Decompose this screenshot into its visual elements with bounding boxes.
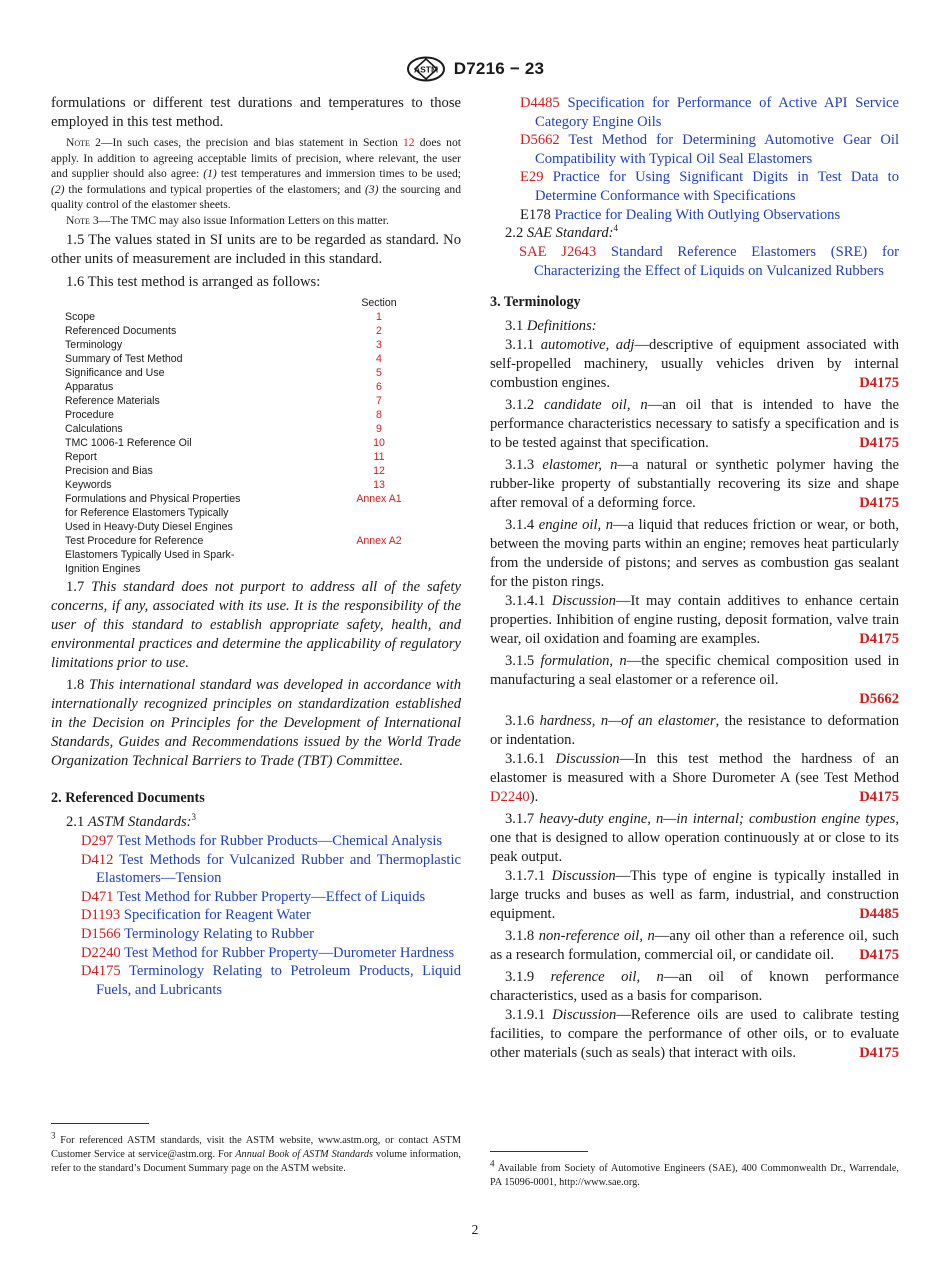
source-link[interactable]: D4175 (859, 435, 899, 452)
reference-code-link[interactable]: D5662 (520, 132, 560, 149)
source-link[interactable]: D4175 (859, 789, 899, 806)
reference-title-link[interactable]: Standard Reference Elastomers (SRE) for Characterizing the Effect of Liquids on Vulcanized Rubbers (534, 244, 899, 279)
left-column (51, 94, 461, 999)
paragraph-1-8: 1.8 This international standard was developed in accordance with internationally recognized principles on standardization established in the Decision on Principles for the Development of International Standards, Guides and Recommendations issued by the World Trade Organization Technical Barriers to Trade (TBT) Committee. (51, 677, 462, 769)
source-link[interactable]: D4485 (859, 906, 899, 923)
toc-section-link[interactable]: 8 (376, 409, 382, 421)
table-row (65, 366, 461, 380)
reference-title-link[interactable]: Terminology Relating to Rubber (124, 925, 315, 942)
toc-section-link[interactable]: 11 (373, 451, 385, 463)
table-row (65, 380, 461, 394)
toc-title: Terminology (65, 339, 123, 351)
reference-item (505, 131, 899, 168)
reference-title-link[interactable]: Practice for Using Significant Digits in Test Data to Determine Conformance with Specifications (535, 169, 899, 204)
subsection-2-1: 2.1 ASTM Standards:$^3$ (66, 812, 197, 830)
reference-item (66, 832, 461, 851)
astm-reference-list (51, 832, 461, 999)
note-3: Note 3—The TMC may also issue Information Letters on this matter. (66, 213, 389, 227)
toc-section-link[interactable]: 9 (376, 423, 382, 435)
table-row (65, 520, 461, 534)
section-table (65, 296, 461, 576)
toc-section-link[interactable]: 4 (376, 353, 382, 365)
toc-title: Procedure (65, 409, 114, 421)
footnote-3: $^3$ For referenced ASTM standards, visit the ASTM website, www.astm.org, or contact ASTM Customer Service at service@astm.org. For Annual Book of ASTM Standards volume information, refer to the standard’s Document Summary page on the ASTM website. (51, 1130, 461, 1174)
definition-3-1-8: 3.1.8 non-reference oil, n—any oil other than a reference oil, such as a research formulation, commercial oil, or candidate oil. D4175 (490, 928, 899, 964)
toc-section-link (349, 506, 409, 520)
table-row (65, 492, 461, 506)
toc-section-link[interactable]: 2 (376, 325, 382, 337)
table-row (65, 464, 461, 478)
toc-section-link[interactable]: 3 (376, 339, 382, 351)
toc-title: Referenced Documents (65, 325, 177, 337)
page-header (0, 56, 950, 82)
source-link[interactable]: D5662 (859, 691, 899, 708)
source-link[interactable]: D4175 (859, 495, 899, 512)
toc-section-link[interactable]: 6 (376, 381, 382, 393)
definition-3-1-2: 3.1.2 candidate oil, n—an oil that is intended to have the performance characteristics necessary to satisfy a specification and is to be tested against that specification. D4175 (490, 397, 899, 452)
definition-3-1-4: 3.1.4 engine oil, n—a liquid that reduces friction or wear, or both, between the moving parts within an engine; removes heat particularly from the underside of pistons; and serves as combustion gas sealant for the piston rings. (490, 517, 899, 591)
reference-title-link[interactable]: Test Method for Rubber Property—Effect of Liquids (116, 888, 426, 905)
reference-item (66, 962, 461, 999)
section-2-heading: 2. Referenced Documents (51, 790, 205, 806)
section-link[interactable]: 12 (402, 136, 415, 149)
reference-code-link[interactable]: E29 (520, 169, 544, 186)
toc-title: Formulations and Physical Properties (65, 493, 241, 505)
definition-3-1-7: 3.1.7 heavy-duty engine, n—in internal; combustion engine types, one that is designed to allow operation continuously at or close to its peak output. (490, 811, 899, 866)
toc-title: TMC 1006-1 Reference Oil (65, 437, 192, 449)
reference-code-link[interactable]: D4175 (81, 963, 121, 980)
toc-title: Calculations (65, 423, 123, 435)
reference-title-link[interactable]: Specification for Performance of Active API Service Category Engine Oils (535, 95, 899, 130)
astm-reference-list-continued (490, 94, 899, 224)
reference-item (505, 168, 899, 205)
table-row (65, 562, 461, 576)
reference-item (504, 243, 899, 280)
reference-title-link[interactable]: Specification for Reagent Water (123, 907, 311, 924)
reference-code-link[interactable]: D471 (81, 888, 114, 905)
note-2: Note 2—In such cases, the precision and bias statement in Section 12 does not apply. In addition to agreeing acceptable limits of precision, where relevant, the user and supplier should also agree: (1) test temperatures and immersion times to be used; (2) the formulations and typical properties of the elastomers; and (3) the sourcing and quality control of the elastomer sheets. (51, 136, 462, 211)
toc-section-link[interactable]: 13 (373, 479, 385, 491)
definition-3-1-6: 3.1.6 hardness, n—of an elastomer, the resistance to deformation or indentation. (490, 713, 900, 749)
reference-code-link[interactable]: SAE J2643 (519, 244, 597, 261)
table-row (65, 394, 461, 408)
toc-title: Significance and Use (65, 367, 165, 379)
table-row (65, 506, 461, 520)
toc-title: Keywords (65, 479, 112, 491)
reference-code-link[interactable]: D2240 (490, 789, 530, 806)
discussion-3-1-9-1: 3.1.9.1 Discussion—Reference oils are used to calibrate testing facilities, to compare the performance of other oils, or to evaluate other materials (such as seals) that interact with oils. D4175 (490, 1007, 899, 1062)
table-row (65, 324, 461, 338)
table-row (65, 338, 461, 352)
toc-section-link[interactable]: Annex A1 (356, 493, 402, 505)
toc-title: Summary of Test Method (65, 353, 183, 365)
toc-title: Elastomers Typically Used in Spark- (65, 549, 235, 561)
subsection-2-2: 2.2 SAE Standard:$^4$ (505, 223, 618, 242)
discussion-3-1-4-1: 3.1.4.1 Discussion—It may contain additives to enhance certain properties. Inhibition of engine rusting, deposit formation, valve train wear, oil oxidation and foaming are examples. D4175 (490, 593, 899, 648)
source-link[interactable]: D4175 (859, 375, 899, 392)
toc-section-link[interactable]: 7 (376, 395, 382, 407)
toc-section-link (349, 548, 409, 562)
definition-3-1-9: 3.1.9 reference oil, n—an oil of known performance characteristics, used as a basis for comparison. (490, 969, 899, 1005)
definition-3-1-5: 3.1.5 formulation, n—the specific chemical composition used in manufacturing a seal elastomer or a reference oil. D5662 (490, 653, 900, 708)
reference-code-link[interactable]: D1566 (81, 925, 121, 942)
toc-title: Report (65, 451, 97, 463)
toc-section-link[interactable]: 1 (376, 311, 382, 323)
astm-logo-icon (406, 56, 446, 82)
footnote-4: $^4$ Available from Society of Automotive Engineers (SAE), 400 Commonwealth Dr., Warrendale, PA 15096-0001, http://www.sae.org. (490, 1158, 899, 1188)
table-header: Section (361, 297, 397, 309)
reference-code-link[interactable]: D412 (81, 851, 114, 868)
subsection-3-1: 3.1 Definitions: (505, 318, 597, 335)
discussion-3-1-7-1: 3.1.7.1 Discussion—This type of engine is typically installed in large trucks and buses as well as farm, industrial, and construction equipment. D4485 (490, 868, 900, 923)
paragraph-1-5: 1.5 The values stated in SI units are to be regarded as standard. No other units of measurement are included in this standard. (51, 232, 461, 267)
reference-code-link[interactable]: D4485 (520, 95, 560, 111)
toc-section-link (349, 520, 409, 534)
reference-item (66, 925, 461, 944)
toc-section-link (349, 562, 409, 576)
paragraph-1-6: 1.6 This test method is arranged as follows: (66, 274, 321, 290)
table-row (65, 478, 461, 492)
toc-section-link[interactable]: 10 (373, 437, 385, 449)
source-link[interactable]: D4175 (859, 631, 899, 648)
reference-code-link[interactable]: D1193 (81, 907, 121, 924)
toc-title: Apparatus (65, 381, 114, 393)
reference-title-link[interactable]: Test Methods for Rubber Products—Chemical Analysis (116, 833, 443, 849)
toc-section-link[interactable]: Annex A2 (356, 535, 402, 547)
reference-item (505, 206, 899, 225)
toc-section-link[interactable]: 5 (376, 367, 382, 379)
toc-title: for Reference Elastomers Typically (65, 507, 229, 519)
table-row (65, 408, 461, 422)
table-row (65, 310, 461, 324)
reference-item (66, 944, 461, 963)
table-row (65, 436, 461, 450)
reference-item (66, 851, 461, 888)
reference-title-link[interactable]: Practice for Dealing With Outlying Observations (554, 206, 841, 223)
toc-title: Scope (65, 311, 96, 323)
footnote-rule (490, 1151, 588, 1152)
table-row (65, 450, 461, 464)
table-row (65, 422, 461, 436)
toc-title: Test Procedure for Reference (65, 535, 204, 547)
table-row (65, 548, 461, 562)
reference-code-link[interactable]: E178 (520, 206, 551, 223)
source-link[interactable]: D4175 (859, 1045, 899, 1062)
section-3-heading: 3. Terminology (490, 294, 581, 311)
reference-code-link[interactable]: D2240 (81, 944, 121, 961)
definition-3-1-3: 3.1.3 elastomer, n—a natural or synthetic polymer having the rubber-like property of substantially recovering its size and shape after removal of a deforming force. D4175 (490, 457, 899, 512)
right-column (490, 94, 899, 1063)
svg-text:ASTM: ASTM (413, 64, 438, 75)
page-number: 2 (471, 1222, 479, 1237)
footnote-rule (51, 1123, 149, 1124)
reference-title-link[interactable]: Test Method for Determining Automotive Gear Oil Compatibility with Typical Oil Seal Elastomers (535, 132, 900, 167)
toc-title: Reference Materials (65, 395, 160, 407)
definition-3-1-1: 3.1.1 automotive, adj—descriptive of equipment associated with self-propelled machinery, usually vehicles driven by internal combustion engines. D4175 (490, 337, 899, 392)
toc-title: Precision and Bias (65, 465, 153, 477)
toc-title: Ignition Engines (65, 563, 141, 575)
source-link[interactable]: D4175 (859, 947, 899, 964)
reference-item (66, 906, 461, 925)
toc-section-link[interactable]: 12 (373, 465, 385, 477)
reference-title-link[interactable]: Test Method for Rubber Property—Durometer Hardness (124, 944, 455, 961)
discussion-3-1-6-1: 3.1.6.1 Discussion—In this test method the hardness of an elastomer is measured with a Shore Durometer A (see Test Method D2240). D4175 (490, 751, 900, 806)
paragraph-1-7: 1.7 This standard does not purport to address all of the safety concerns, if any, associated with its use. It is the responsibility of the user of this standard to establish appropriate safety, health, and environmental practices and determine the applicability of regulatory limitations prior to use. (51, 579, 461, 671)
reference-code-link[interactable]: D297 (81, 833, 114, 849)
reference-title-link[interactable]: Terminology Relating to Petroleum Products, Liquid Fuels, and Lubricants (96, 963, 462, 998)
table-row (65, 534, 461, 548)
reference-item (505, 94, 899, 131)
reference-item (66, 888, 461, 907)
document-number: D7216 − 23 (453, 59, 545, 78)
paragraph-continuation: formulations or different test durations and temperatures to those employed in this test method. (51, 95, 461, 130)
toc-title: Used in Heavy-Duty Diesel Engines (65, 521, 233, 533)
table-row (65, 352, 461, 366)
reference-title-link[interactable]: Test Methods for Vulcanized Rubber and Thermoplastic Elastomers—Tension (96, 851, 461, 887)
